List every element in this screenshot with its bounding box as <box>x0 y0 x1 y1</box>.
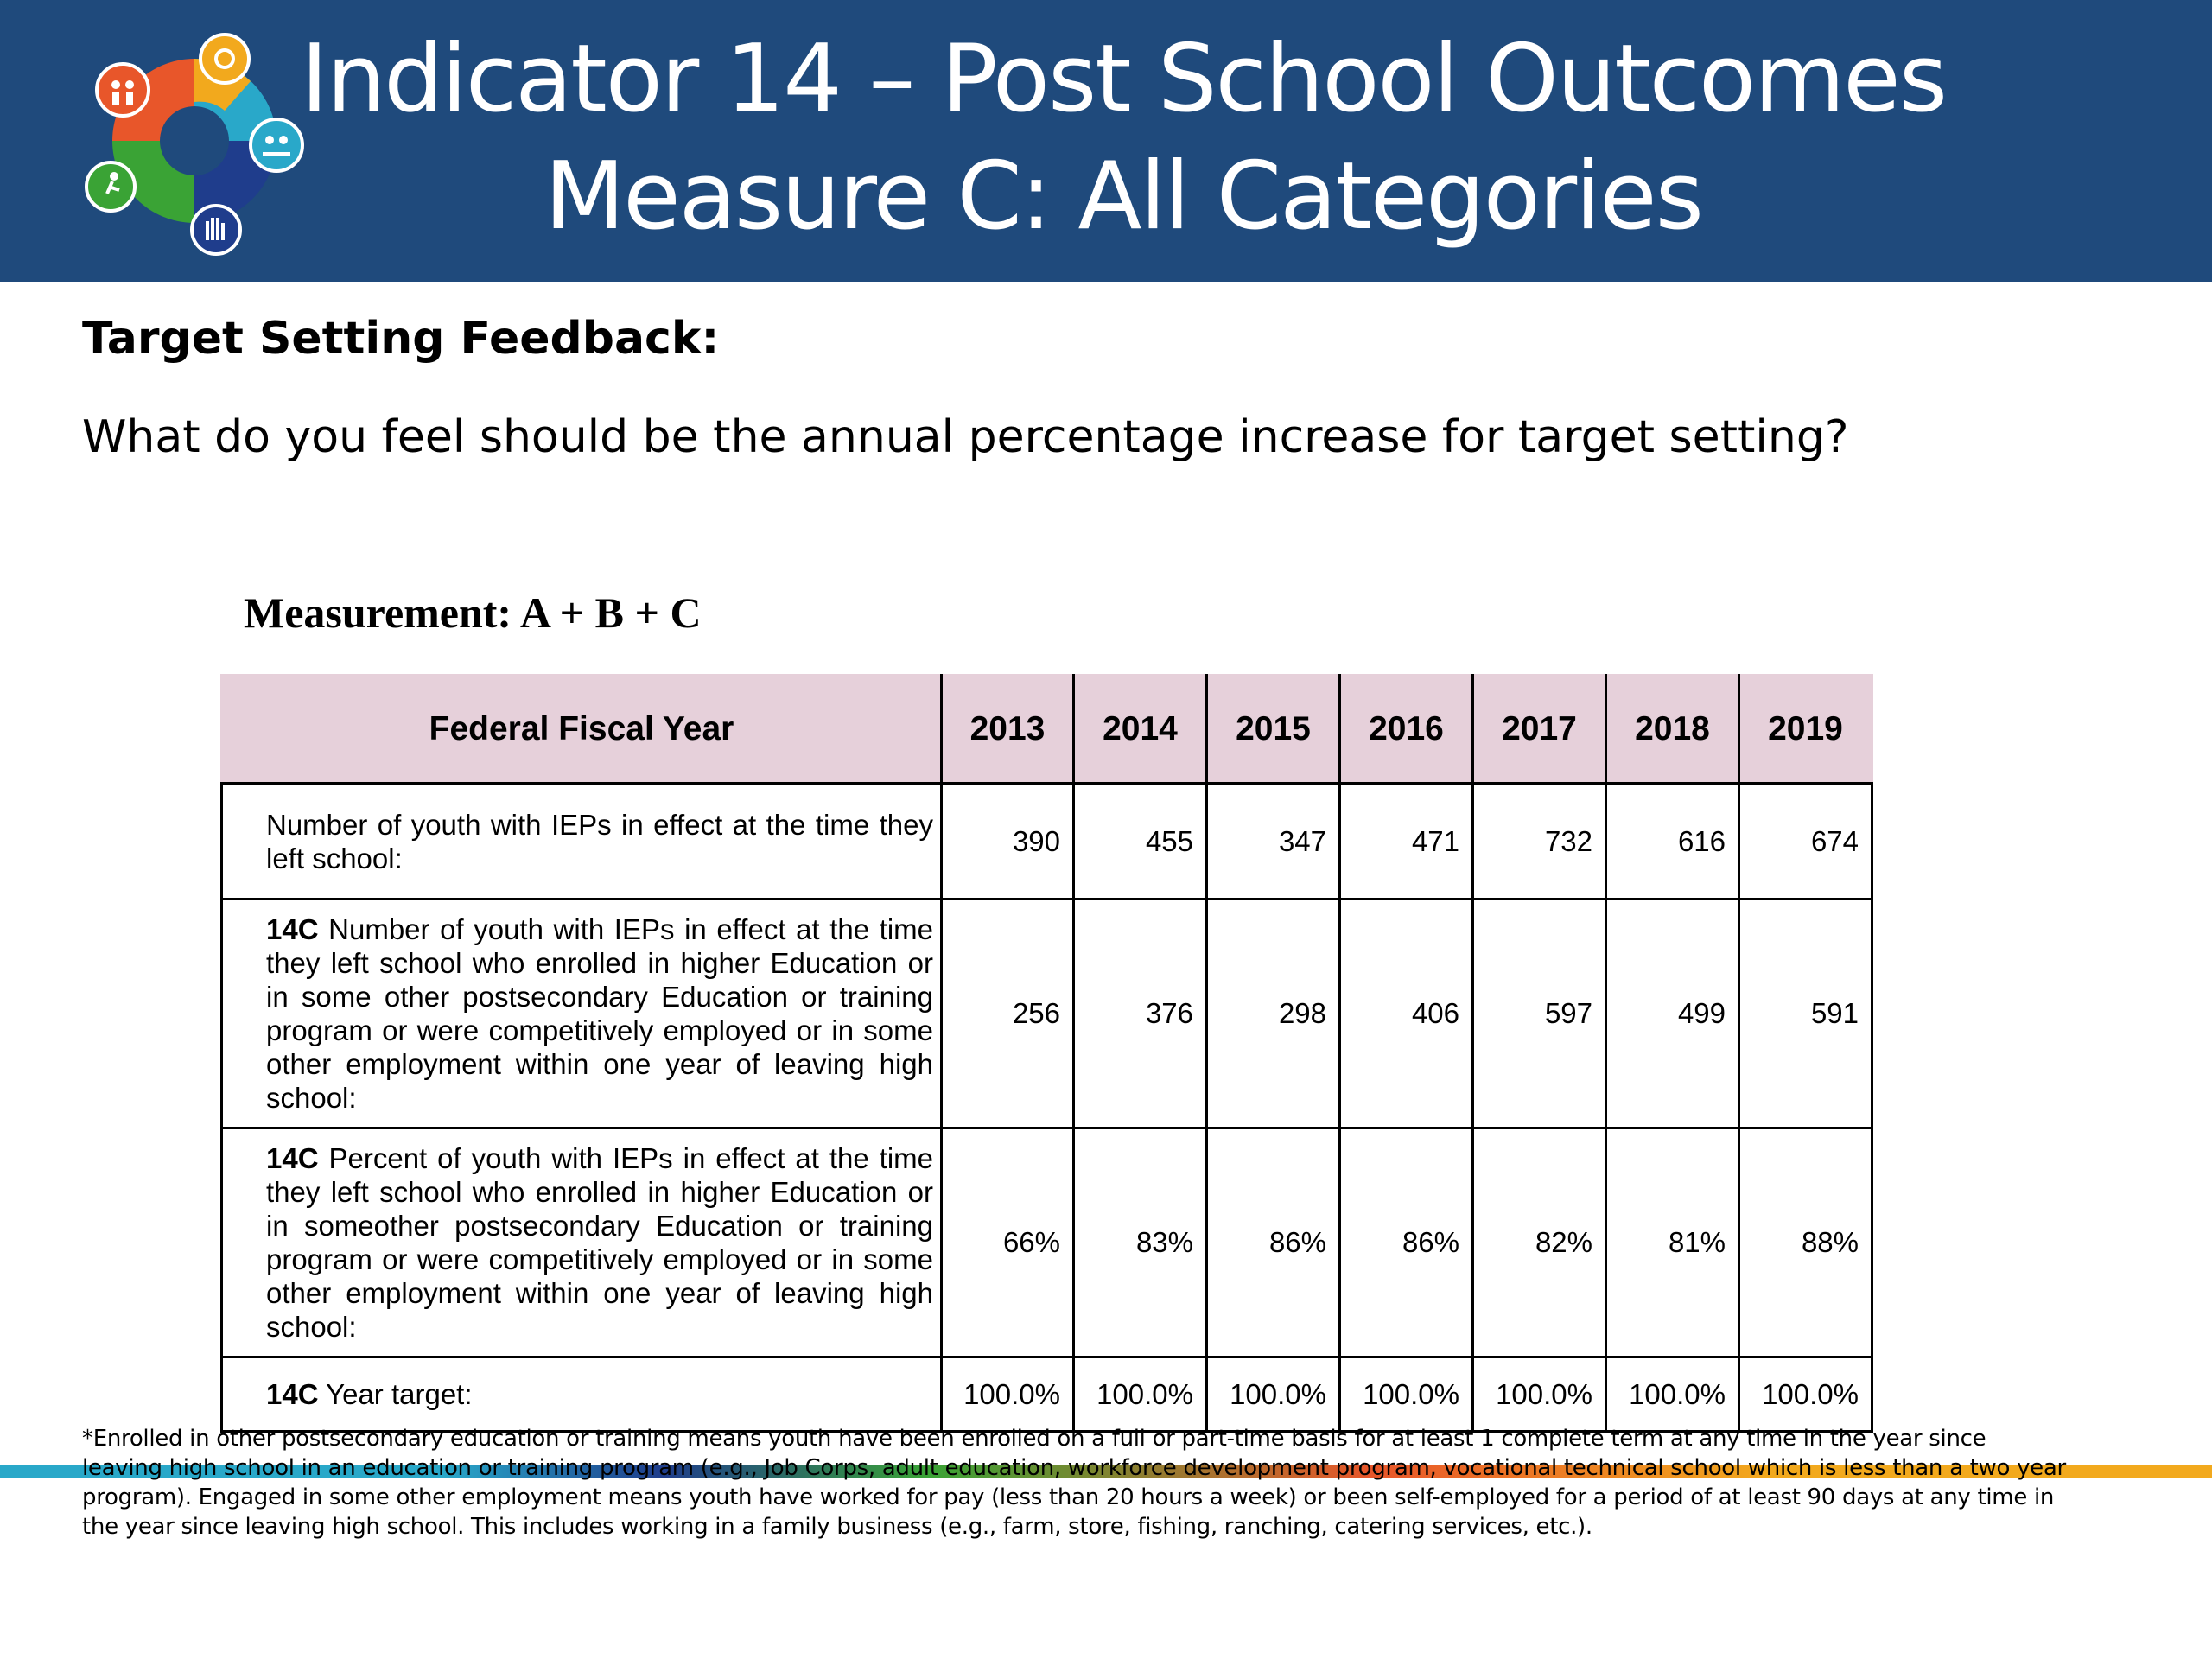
table-cell: 100.0% <box>1074 1357 1207 1432</box>
table-cell: 376 <box>1074 899 1207 1128</box>
row-label-text: Year target: <box>318 1378 473 1410</box>
year-header: 2016 <box>1340 676 1473 784</box>
table-cell: 256 <box>942 899 1074 1128</box>
graduate-icon <box>200 35 249 83</box>
table-cell: 81% <box>1606 1128 1739 1357</box>
slide-title <box>259 21 1987 256</box>
subheading: Target Setting Feedback: <box>82 313 720 365</box>
table-cell: 674 <box>1739 784 1872 899</box>
table-row <box>222 1128 1872 1357</box>
header-label: Federal Fiscal Year <box>222 676 942 784</box>
table-cell: 471 <box>1340 784 1473 899</box>
table-cell: 100.0% <box>1340 1357 1473 1432</box>
row-label-text: Number of youth with IEPs in effect at the time they left school: <box>266 808 933 874</box>
row-label-text: Percent of youth with IEPs in effect at the time they left school who enrolled in higher Education or in someother postsecondary Education or training program or were competitively employed or in some other employment within one year of leaving high school: <box>266 1142 933 1343</box>
row-prefix: 14C <box>266 1142 319 1174</box>
table-cell: 66% <box>942 1128 1074 1357</box>
table-row <box>222 1357 1872 1432</box>
title-line-2: Measure C: All Categories <box>544 143 1702 251</box>
row-label <box>222 1357 942 1432</box>
table-cell: 616 <box>1606 784 1739 899</box>
table-cell: 597 <box>1473 899 1606 1128</box>
question-text: What do you feel should be the annual percentage increase for target setting? <box>82 411 1849 463</box>
family-icon <box>97 64 149 116</box>
year-header: 2018 <box>1606 676 1739 784</box>
table-cell: 100.0% <box>1207 1357 1340 1432</box>
title-line-1: Indicator 14 – Post School Outcomes <box>300 25 1946 133</box>
year-header: 2014 <box>1074 676 1207 784</box>
table-row <box>222 899 1872 1128</box>
year-header: 2017 <box>1473 676 1606 784</box>
table-cell: 732 <box>1473 784 1606 899</box>
row-label <box>222 899 942 1128</box>
table-cell: 455 <box>1074 784 1207 899</box>
table-cell: 86% <box>1340 1128 1473 1357</box>
hand-icon <box>192 206 240 254</box>
table-cell: 298 <box>1207 899 1340 1128</box>
year-header: 2015 <box>1207 676 1340 784</box>
row-label-text: Number of youth with IEPs in effect at the time they left school who enrolled in higher Education or in some other postsecondary Education or training program or were competitively employed or in some other employment within one year of leaving high school: <box>266 913 933 1114</box>
table-cell: 100.0% <box>942 1357 1074 1432</box>
slide-header <box>0 0 2212 282</box>
table-row <box>222 784 1872 899</box>
table-cell: 82% <box>1473 1128 1606 1357</box>
year-header: 2019 <box>1739 676 1872 784</box>
table-cell: 347 <box>1207 784 1340 899</box>
table-cell: 86% <box>1207 1128 1340 1357</box>
year-header: 2013 <box>942 676 1074 784</box>
measurement-label: Measurement: A + B + C <box>244 588 702 637</box>
footnote: *Enrolled in other postsecondary education or training means youth have been enrolled on a full or part-time basis for at least 1 complete term at any time in the year since leaving high school in an education or training program (e.g., Job Corps, adult education, workforce development program, vocational technical school which is less than a two year program). Engaged in some other employment means youth have worked for pay (less than 20 hours a week) or been self-employed for a period of at least 90 days at any time in the year since leaving high school. This includes working in a family business (e.g., farm, store, fishing, ranching, catering services, etc.). <box>82 1426 2066 1540</box>
table-cell: 88% <box>1739 1128 1872 1357</box>
table-cell: 100.0% <box>1473 1357 1606 1432</box>
row-label <box>222 784 942 899</box>
table-cell: 100.0% <box>1606 1357 1739 1432</box>
table-cell: 591 <box>1739 899 1872 1128</box>
table-cell: 83% <box>1074 1128 1207 1357</box>
runner-icon <box>86 162 135 211</box>
row-prefix: 14C <box>266 913 319 945</box>
row-label <box>222 1128 942 1357</box>
table-cell: 406 <box>1340 899 1473 1128</box>
data-table <box>220 674 1873 1433</box>
table-cell: 390 <box>942 784 1074 899</box>
table-cell: 499 <box>1606 899 1739 1128</box>
table-cell: 100.0% <box>1739 1357 1872 1432</box>
table-header-row <box>222 676 1872 784</box>
row-prefix: 14C <box>266 1378 319 1410</box>
